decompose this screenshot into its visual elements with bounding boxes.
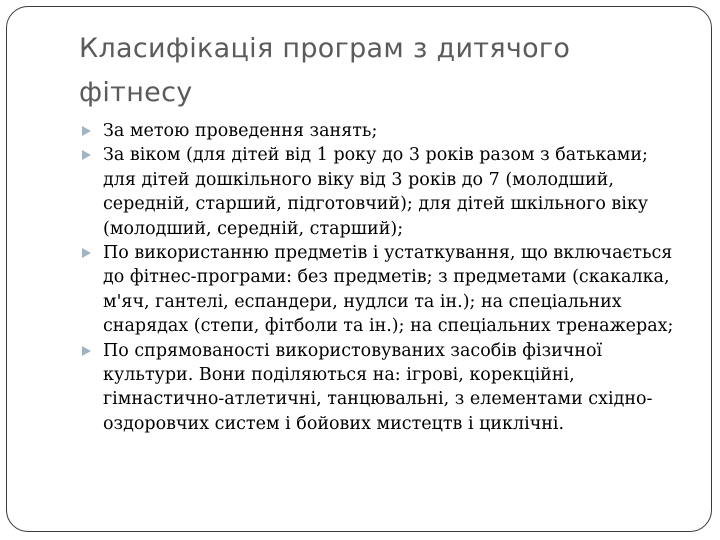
bullet-item bbox=[79, 119, 679, 143]
bullet-item bbox=[79, 241, 679, 339]
bullet-item bbox=[79, 339, 679, 437]
bullet-text: По використанню предметів і устаткування, що включається до фітнес-програми: без предметів; з предметами (скакалка, м'яч, гантелі, еспандери, нудлси та ін.); на спеціальних снарядах (степи, фітболи та ін.); на спеціальних тренажерах; bbox=[103, 243, 674, 337]
triangle-bullet-icon bbox=[82, 248, 91, 258]
bullet-text: За віком (для дітей від 1 року до 3 років разом з батьками; для дітей дошкільного віку від 3 років до 7 (молодший, середній, старший, підготовчий); для дітей шкільного віку (молодший, середній, старший); bbox=[103, 145, 649, 239]
bullet-list bbox=[79, 119, 679, 436]
bullet-text: За метою проведення занять; bbox=[103, 121, 378, 141]
triangle-bullet-icon bbox=[82, 126, 91, 136]
bullet-text: По спрямованості використовуваних засобів фізичної культури. Вони поділяються на: ігрові, корекційні, гімнастично-атлетичні, танцювальні, з елементами східно-оздоровчих систем і бойових мистецтв і циклічні. bbox=[103, 340, 653, 434]
slide-title: Класифікація програм з дитячого фітнесу bbox=[79, 33, 571, 108]
triangle-bullet-icon bbox=[82, 150, 91, 160]
bullet-item bbox=[79, 143, 679, 241]
triangle-bullet-icon bbox=[82, 346, 91, 356]
slide-frame bbox=[6, 6, 712, 532]
